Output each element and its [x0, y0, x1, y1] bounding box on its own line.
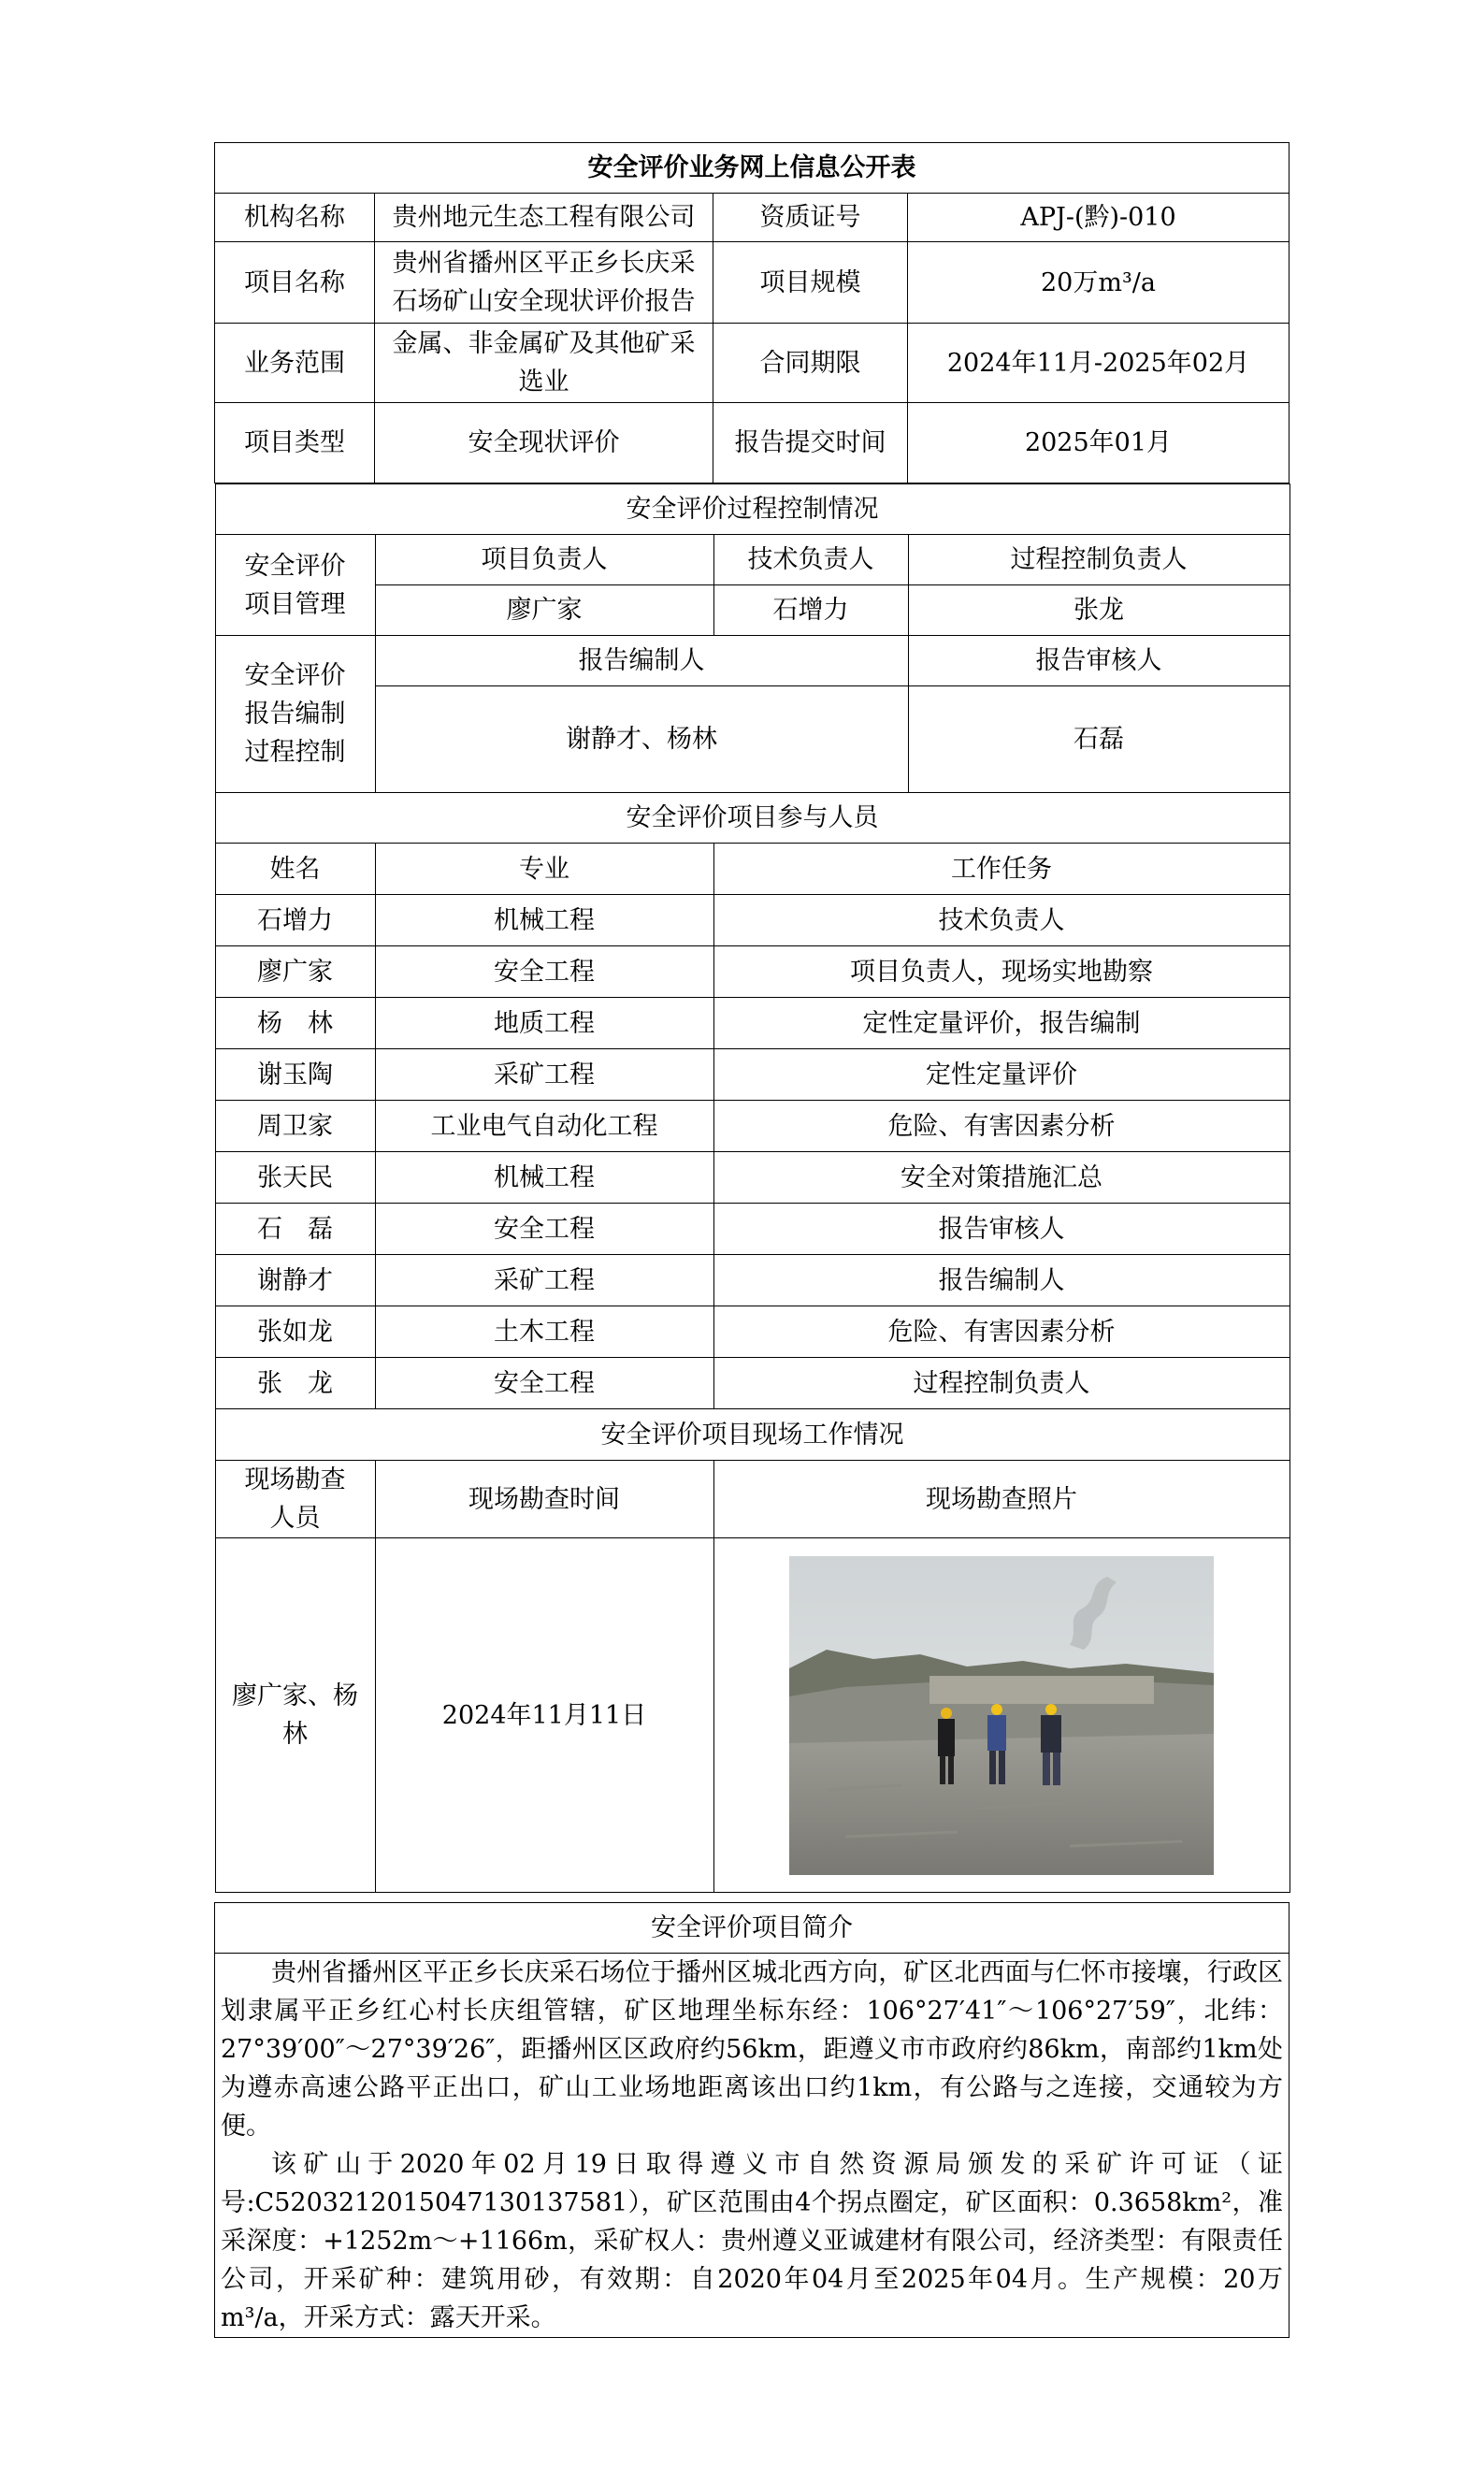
business-scope-label: 业务范围 [215, 324, 375, 403]
staff-task: 报告审核人 [713, 1204, 1289, 1255]
intro-paragraph-2: 该矿山于2020年02月19日取得遵义市自然资源局颁发的采矿许可证（证号:C5203212015047130137581），矿区范围由4个拐点圈定，矿区面积：0.3658km²，准采深度：+1252m～+1166m，采矿权人：贵州遵义亚诚建材有限公司，经济类型：有限责任公司，开采矿种：建筑用砂，有效期：自2020年04月至2025年04月。生产规模：20万m³/a，开采方式：露天开采。 [221, 2149, 1283, 2332]
mgmt-label: 安全评价项目管理 [215, 535, 375, 636]
staff-task: 定性定量评价 [713, 1049, 1289, 1101]
table-row [215, 1204, 1289, 1255]
staff-name: 杨 林 [215, 998, 375, 1049]
staff-major: 地质工程 [375, 998, 713, 1049]
staff-task: 项目负责人，现场实地勘察 [713, 946, 1289, 998]
reviewer-value: 石磊 [908, 686, 1289, 793]
staff-major: 机械工程 [375, 1152, 713, 1204]
site-photo [789, 1556, 1214, 1875]
contract-period-label: 合同期限 [713, 324, 908, 403]
submit-time-label: 报告提交时间 [713, 403, 908, 483]
process-table [215, 483, 1290, 1893]
table-row [215, 1306, 1289, 1358]
site-photo-cell [713, 1538, 1289, 1893]
author-label: 报告编制人 [375, 636, 908, 686]
leader-label: 项目负责人 [375, 535, 713, 585]
site-time-label: 现场勘查时间 [375, 1461, 713, 1538]
table-row [215, 1152, 1289, 1204]
tech-label: 技术负责人 [713, 535, 908, 585]
staff-name: 张天民 [215, 1152, 375, 1204]
table-title: 安全评价业务网上信息公开表 [215, 143, 1289, 194]
report-label: 安全评价报告编制过程控制 [215, 636, 375, 793]
staff-header-name: 姓名 [215, 844, 375, 895]
org-name-label: 机构名称 [215, 194, 375, 242]
table-row [215, 998, 1289, 1049]
table-row [215, 1255, 1289, 1306]
project-type-label: 项目类型 [215, 403, 375, 483]
staff-task: 过程控制负责人 [713, 1358, 1289, 1409]
project-type-value: 安全现状评价 [375, 403, 713, 483]
disclosure-table [214, 142, 1289, 2338]
submit-time-value: 2025年01月 [908, 403, 1289, 483]
staff-header-major: 专业 [375, 844, 713, 895]
staff-major: 工业电气自动化工程 [375, 1101, 713, 1152]
table-row [215, 1101, 1289, 1152]
project-scale-value: 20万m³/a [908, 242, 1289, 324]
staff-name: 谢静才 [215, 1255, 375, 1306]
staff-task: 安全对策措施汇总 [713, 1152, 1289, 1204]
project-scale-label: 项目规模 [713, 242, 908, 324]
cert-no-value: APJ-(黔)-010 [908, 194, 1289, 242]
staff-name: 张 龙 [215, 1358, 375, 1409]
contract-period-value: 2024年11月-2025年02月 [908, 324, 1289, 403]
staff-name: 张如龙 [215, 1306, 375, 1358]
staff-task: 定性定量评价，报告编制 [713, 998, 1289, 1049]
staff-major: 安全工程 [375, 1358, 713, 1409]
ctrl-value: 张龙 [908, 585, 1289, 636]
process-section-title: 安全评价过程控制情况 [215, 484, 1289, 535]
site-staff-value: 廖广家、杨林 [215, 1538, 375, 1893]
staff-name: 石 磊 [215, 1204, 375, 1255]
staff-section-title: 安全评价项目参与人员 [215, 793, 1289, 844]
staff-task: 技术负责人 [713, 895, 1289, 946]
project-name-label: 项目名称 [215, 242, 375, 324]
site-staff-label: 现场勘查人员 [215, 1461, 375, 1538]
staff-major: 机械工程 [375, 895, 713, 946]
site-section-title: 安全评价项目现场工作情况 [215, 1409, 1289, 1461]
staff-name: 谢玉陶 [215, 1049, 375, 1101]
org-name-value: 贵州地元生态工程有限公司 [375, 194, 713, 242]
staff-major: 采矿工程 [375, 1255, 713, 1306]
authors-value: 谢静才、杨林 [375, 686, 908, 793]
staff-major: 安全工程 [375, 946, 713, 998]
site-photo-label: 现场勘查照片 [713, 1461, 1289, 1538]
project-name-value: 贵州省播州区平正乡长庆采石场矿山安全现状评价报告 [375, 242, 713, 324]
staff-name: 廖广家 [215, 946, 375, 998]
table-row [215, 1358, 1289, 1409]
site-time-value: 2024年11月11日 [375, 1538, 713, 1893]
intro-section-title: 安全评价项目简介 [215, 1902, 1289, 1953]
staff-task: 危险、有害因素分析 [713, 1101, 1289, 1152]
staff-task: 报告编制人 [713, 1255, 1289, 1306]
table-row [215, 1049, 1289, 1101]
tech-value: 石增力 [713, 585, 908, 636]
reviewer-label: 报告审核人 [908, 636, 1289, 686]
business-scope-value: 金属、非金属矿及其他矿采选业 [375, 324, 713, 403]
staff-task: 危险、有害因素分析 [713, 1306, 1289, 1358]
ctrl-label: 过程控制负责人 [908, 535, 1289, 585]
staff-major: 采矿工程 [375, 1049, 713, 1101]
table-row [215, 895, 1289, 946]
staff-name: 周卫家 [215, 1101, 375, 1152]
cert-no-label: 资质证号 [713, 194, 908, 242]
staff-name: 石增力 [215, 895, 375, 946]
intro-body [215, 1953, 1289, 2337]
table-row [215, 946, 1289, 998]
intro-paragraph-1: 贵州省播州区平正乡长庆采石场位于播州区城北西方向，矿区北西面与仁怀市接壤，行政区划隶属平正乡红心村长庆组管辖，矿区地理坐标东经：106°27′41″～106°27′59″，北纬：27°39′00″～27°39′26″，距播州区区政府约56km，距遵义市市政府约86km，南部约1km处为遵赤高速公路平正出口，矿山工业场地距离该出口约1km，有公路与之连接，交通较为方便。 [221, 1957, 1283, 2141]
staff-header-task: 工作任务 [713, 844, 1289, 895]
leader-value: 廖广家 [375, 585, 713, 636]
staff-major: 土木工程 [375, 1306, 713, 1358]
staff-major: 安全工程 [375, 1204, 713, 1255]
